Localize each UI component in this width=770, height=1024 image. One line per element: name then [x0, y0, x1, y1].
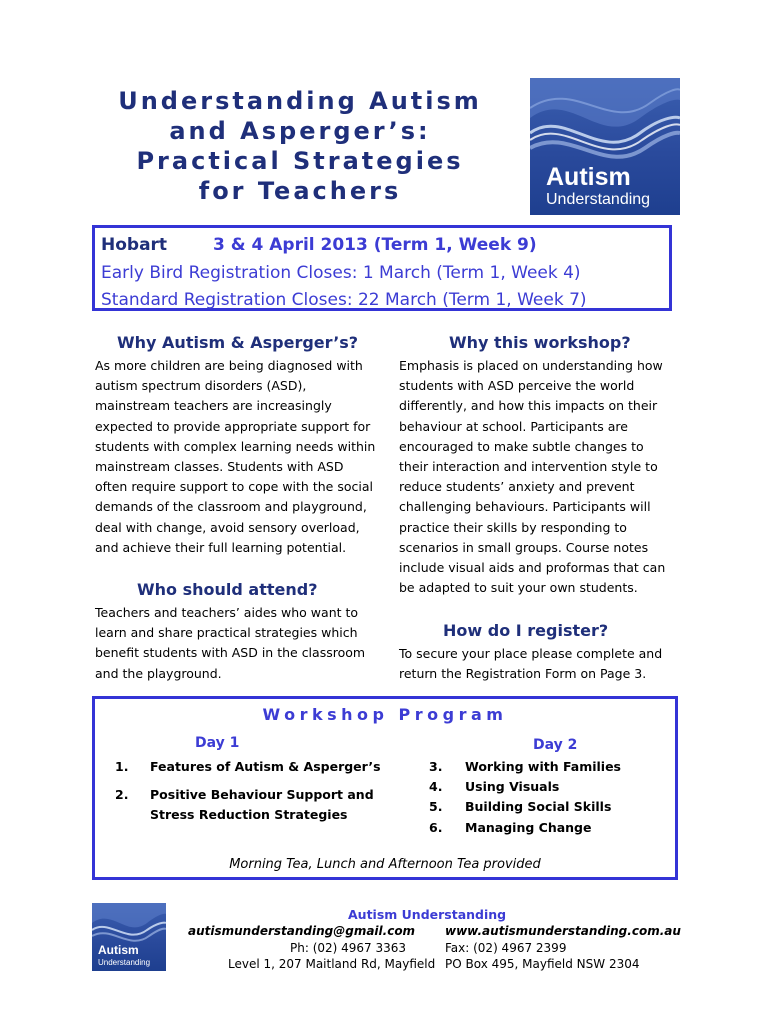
logo-word-understanding: Understanding: [98, 958, 151, 967]
item-text: Building Social Skills: [465, 799, 612, 814]
workshop-program-box: [92, 696, 678, 880]
why-autism-heading: Why Autism & Asperger’s?: [117, 333, 359, 352]
register-text: [399, 644, 679, 684]
po-box-address: PO Box 495, Mayfield NSW 2304: [445, 957, 640, 971]
text-line: benefit students with ASD in the classroom: [95, 645, 366, 661]
text-line: expected to provide appropriate support for: [95, 418, 371, 434]
title-line: for Teachers: [198, 177, 402, 205]
text-line: behaviour at school. Participants are: [399, 418, 628, 434]
page-title: [70, 86, 530, 206]
text-line: encouraged to make subtle changes to: [399, 438, 644, 454]
item-number: 2.: [115, 787, 129, 802]
text-line: learn and share practical strategies which: [95, 625, 358, 641]
phone-number: Ph: (02) 4967 3363: [290, 941, 407, 955]
text-line: students with complex learning needs within: [95, 438, 376, 454]
title-line: and Asperger’s:: [169, 117, 431, 145]
text-line: return the Registration Form on Page 3.: [399, 666, 647, 682]
text-line: deal with change, avoid sensory overload,: [95, 519, 360, 535]
early-bird-registration: Early Bird Registration Closes: 1 March (Term 1, Week 4): [101, 263, 581, 283]
why-workshop-text: [399, 356, 679, 598]
text-line: autism spectrum disorders (ASD),: [95, 378, 307, 394]
text-line: practice their skills by responding to: [399, 519, 627, 535]
text-line: their interaction and intervention style to: [399, 459, 658, 475]
event-details-box: [92, 225, 672, 311]
item-text: Stress Reduction Strategies: [150, 807, 348, 822]
org-name: Autism Understanding: [348, 907, 507, 922]
text-line: challenging behaviours. Participants will: [399, 499, 651, 515]
website-link[interactable]: www.autismunderstanding.com.au: [445, 924, 681, 938]
item-number: 5.: [429, 799, 443, 814]
standard-registration: Standard Registration Closes: 22 March (Term 1, Week 7): [101, 290, 587, 310]
item-text: Managing Change: [465, 820, 592, 835]
item-number: 3.: [429, 759, 443, 774]
text-line: reduce students’ anxiety and prevent: [399, 479, 635, 495]
text-line: scenarios in small groups. Course notes: [399, 539, 649, 555]
day-1-label: Day 1: [195, 735, 240, 751]
text-line: be adapted to suit your own students.: [399, 580, 638, 596]
text-line: mainstream classes. Students with ASD: [95, 459, 344, 475]
fax-number: Fax: (02) 4967 2399: [445, 941, 567, 955]
text-line: Teachers and teachers’ aides who want to: [95, 605, 359, 620]
item-text: Positive Behaviour Support and: [150, 787, 374, 802]
logo-word-autism: Autism: [546, 163, 631, 191]
text-line: mainstream teachers are increasingly: [95, 398, 332, 414]
text-line: To secure your place please complete and: [399, 646, 663, 661]
autism-understanding-logo-small: [92, 903, 166, 971]
item-text: Using Visuals: [465, 779, 560, 794]
text-line: demands of the classroom and playground,: [95, 499, 367, 515]
text-line: and the playground.: [95, 665, 222, 681]
event-location-row: [101, 235, 537, 255]
text-line: As more children are being diagnosed with: [95, 358, 363, 373]
item-number: 4.: [429, 779, 443, 794]
title-line: Practical Strategies: [136, 147, 464, 175]
event-dates: 3 & 4 April 2013 (Term 1, Week 9): [213, 235, 537, 255]
who-attend-text: [95, 603, 395, 684]
item-text: Working with Families: [465, 759, 621, 774]
text-line: differently, and how this impacts on their: [399, 398, 658, 414]
why-autism-text: [95, 356, 395, 558]
text-line: and achieve their full learning potential.: [95, 539, 347, 555]
text-line: include visual aids and proformas that can: [399, 560, 666, 576]
street-address: Level 1, 207 Maitland Rd, Mayfield: [228, 957, 436, 971]
why-workshop-heading: Why this workshop?: [449, 333, 631, 352]
day-2-label: Day 2: [533, 737, 578, 753]
who-attend-heading: Who should attend?: [137, 580, 318, 599]
item-text: Features of Autism & Asperger’s: [150, 759, 381, 774]
event-location: Hobart: [101, 235, 168, 255]
program-title: Workshop Program: [262, 705, 508, 724]
text-line: Emphasis is placed on understanding how: [399, 358, 663, 373]
item-number: 6.: [429, 820, 443, 835]
logo-word-understanding: Understanding: [546, 191, 651, 208]
title-line: Understanding Autism: [118, 87, 482, 115]
logo-word-autism: Autism: [98, 943, 139, 957]
text-line: often require support to cope with the social: [95, 479, 373, 495]
autism-understanding-logo: [530, 78, 680, 215]
register-heading: How do I register?: [443, 621, 609, 640]
email-link[interactable]: autismunderstanding@gmail.com: [188, 924, 416, 938]
catering-note: Morning Tea, Lunch and Afternoon Tea provided: [229, 857, 541, 872]
text-line: students with ASD perceive the world: [399, 378, 635, 394]
item-number: 1.: [115, 759, 129, 774]
